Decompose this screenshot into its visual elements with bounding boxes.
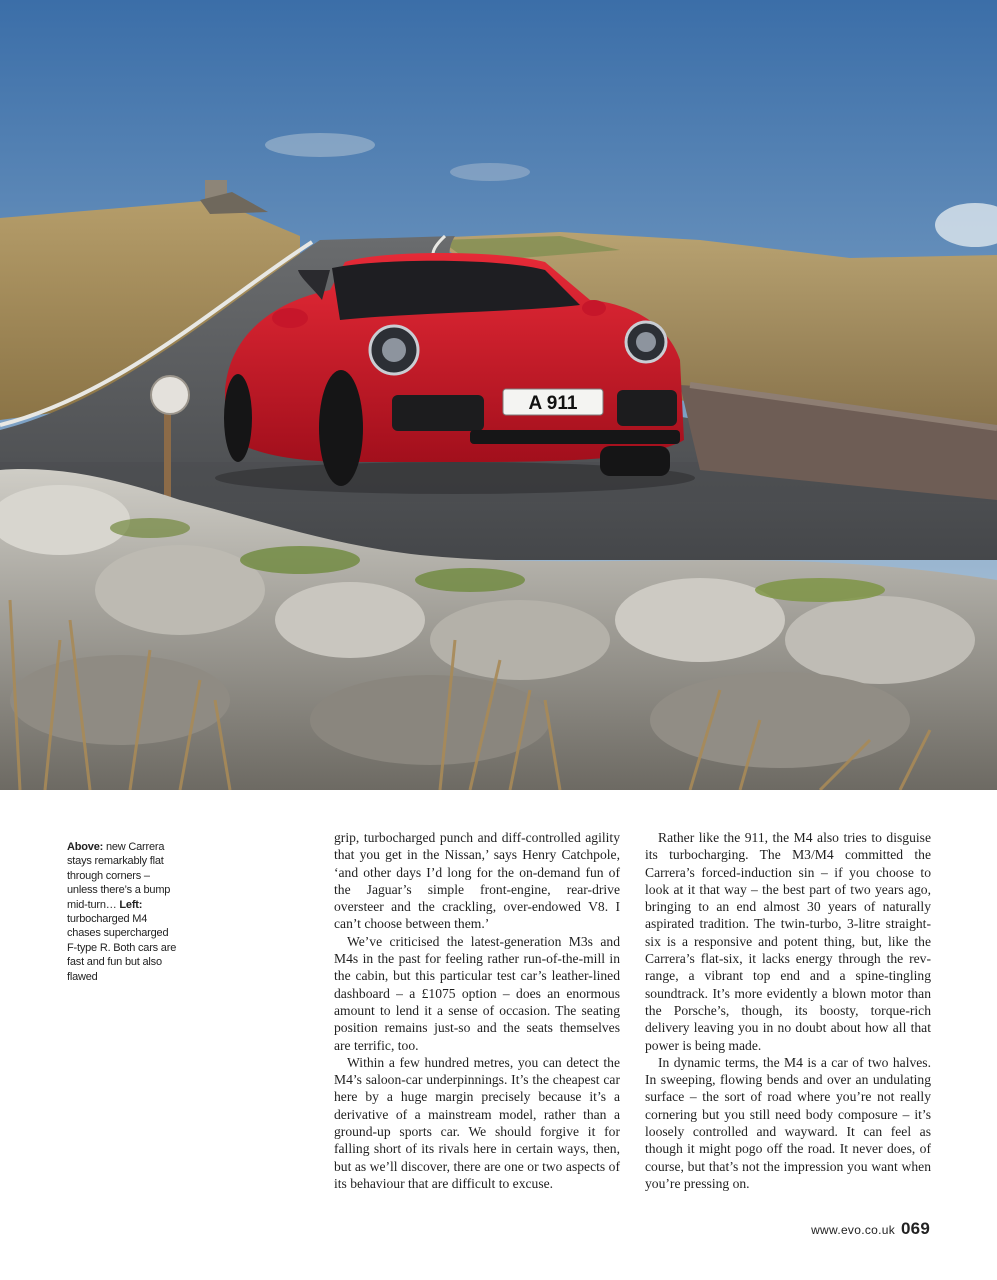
rear-left-wheel [224, 374, 252, 462]
left-mirror [272, 308, 308, 328]
paragraph: Within a few hundred metres, you can detect the M4’s saloon-car underpinnings. It’s the cheapest car here by a huge margin precisely because it’s a derivative of a mainstream model, rather than a ground-up sports car. We should forgive it for falling short of its rivals here in certain ways, then, but as we’ll discover, there are one or two aspects of its behaviour that are difficult to excuse. [334, 1054, 620, 1191]
body-column-1 [334, 829, 620, 1192]
page-footer [811, 1219, 930, 1239]
left-air-intake [392, 395, 484, 431]
caption-lead-above: Above: [67, 841, 104, 853]
caption-text-left: turbocharged M4 chases supercharged F-type R. Both cars are fast and fun but also flawed [67, 913, 177, 983]
right-air-intake [617, 390, 677, 426]
paragraph: We’ve criticised the latest-generation M3s and M4s in the past for feeling rather run-of-the-mill in the cabin, but this particular test car’s leather-lined dashboard – a £1075 option – does an enormous amount to lend it a sense of occasion. The seating position remains just-so and the seats themselves are terrific, too. [334, 933, 620, 1053]
caption-text-above: new Carrera stays remarkably flat through corners – unless there’s a bump mid-turn… [67, 841, 171, 911]
photo-caption [67, 840, 177, 984]
front-right-wheel [600, 446, 670, 476]
page-number: 069 [901, 1219, 930, 1238]
number-plate-text: A 911 [528, 393, 578, 414]
body-column-2 [645, 829, 931, 1192]
paragraph: Rather like the 911, the M4 also tries to disguise its turbocharging. The M3/M4 committed the Carrera’s forced-induction sin – if you choose to look at it that way – the best part of two years ago, bringing to an end almost 30 years of naturally aspirated tradition. The twin-turbo, 3-litre straight-six is a responsive and potent thing, but, like the Carrera’s flat-six, it lacks energy through the rev-range, a vibrant top end and a spine-tingling soundtrack. It’s more evidently a blown motor than the Porsche’s, though, its boosty, torque-rich delivery leaving you in no doubt about how all that power is being made. [645, 830, 931, 1053]
paragraph: In dynamic terms, the M4 is a car of two halves. In sweeping, flowing bends and over an undulating surface – the sort of road where you’re not really cornering but you still need body composure – it’s loosely controlled and wayward. It can feel as though it might pogo off the road. It never does, of course, but that’s not the impression you want when you’re pressing on. [645, 1054, 931, 1191]
caption-lead-left: Left: [119, 898, 143, 911]
front-left-wheel [319, 370, 363, 486]
paragraph: grip, turbocharged punch and diff-controlled agility that you get in the Nissan,’ says Henry Catchpole, ‘and other days I’d long for the on-demand fun of the Jaguar’s simple front-engine, rear-drive oversteer and the crackling, over-endowed V8. I can’t choose between them.’ [334, 830, 620, 932]
website-url: www.evo.co.uk [811, 1223, 896, 1237]
